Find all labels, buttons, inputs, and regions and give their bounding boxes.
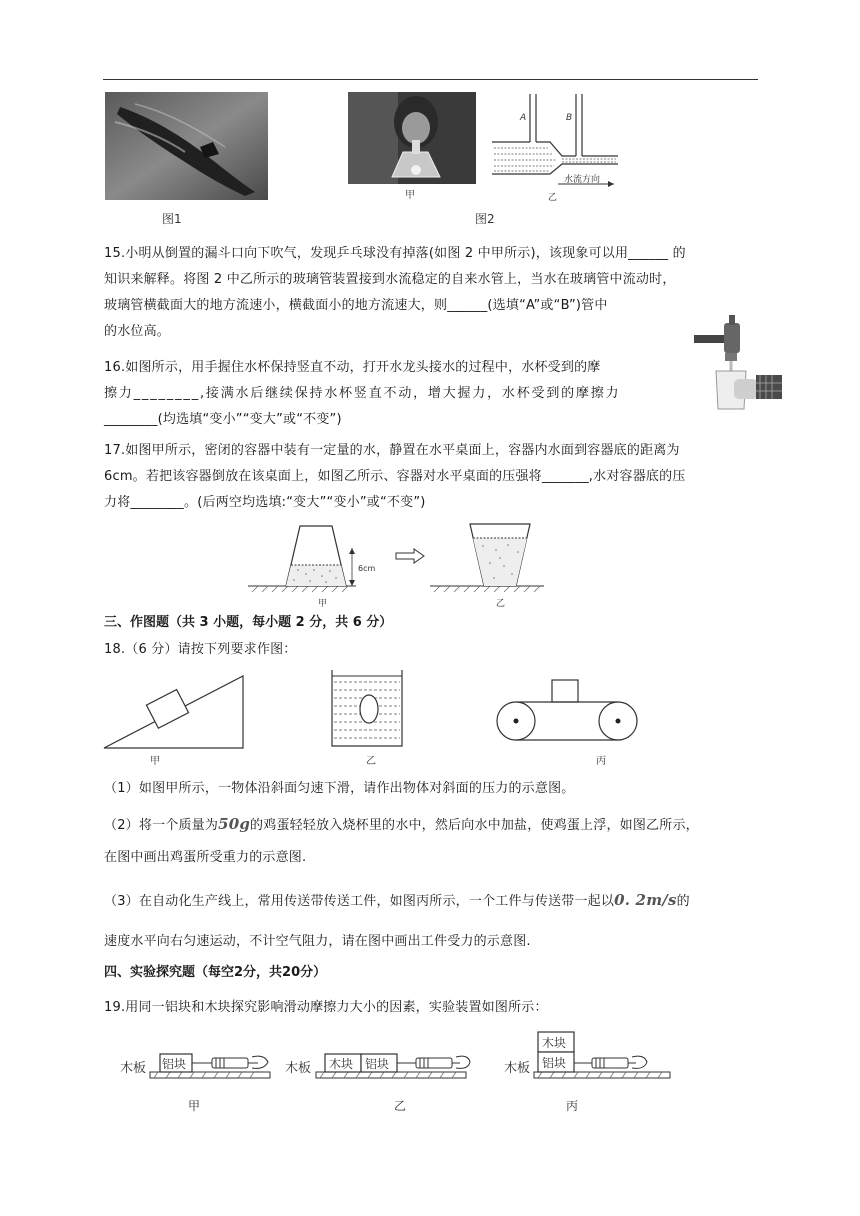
q18-part2-text: 的鸡蛋轻轻放入烧杯里的水中，然后向水中加盐，使鸡蛋上浮，如图乙所示， bbox=[250, 818, 699, 833]
pipe-a-label: A bbox=[520, 113, 527, 123]
container-yi-caption: 乙 bbox=[496, 599, 506, 609]
wood-label-bing: 木块 bbox=[542, 1036, 567, 1050]
q16-line: ________(均选填“变小”“变大”或“不变”) bbox=[104, 412, 342, 427]
q15-line: 15.小明从倒置的漏斗口向下吹气，发现乒乓球没有掉落(如图 2 中甲所示)，该现象可以用______ 的 bbox=[104, 246, 686, 261]
pipe-b-label: B bbox=[566, 113, 573, 123]
q17-line: 力将________。(后两空均选填:“变大”“变小”或“不变”) bbox=[104, 495, 426, 510]
height-label: 6cm bbox=[358, 564, 376, 573]
pipe-diagram bbox=[490, 92, 620, 202]
q18-part3-text: （3）在自动化生产线上，常用传送带传送工件，如图丙所示，一个工件与传送带一起以 bbox=[104, 894, 615, 909]
funnel-photo bbox=[348, 92, 476, 184]
section-4-title: 四、实验探究题（每空2分，共20分） bbox=[104, 965, 327, 980]
board-label-bing: 木板 bbox=[504, 1061, 531, 1076]
question-16 bbox=[104, 355, 759, 433]
q16-line: 16.如图所示，用手握住水杯保持竖直不动，打开水龙头接水的过程中，水杯受到的摩 bbox=[104, 360, 601, 375]
fig1-caption: 图1 bbox=[162, 212, 182, 226]
friction-yi-caption: 乙 bbox=[394, 1099, 407, 1113]
speed-formula: 0. 2m/s bbox=[614, 891, 677, 909]
question-18-part2 bbox=[104, 810, 759, 872]
q18-part1: （1）如图甲所示，一物体沿斜面匀速下滑，请作出物体对斜面的压力的示意图。 bbox=[104, 781, 575, 796]
container-diagram bbox=[248, 518, 548, 610]
fig2-yi-caption: 乙 bbox=[548, 193, 558, 202]
aluminum-label-bing: 铝块 bbox=[542, 1056, 567, 1070]
board-label-jia: 木板 bbox=[120, 1061, 147, 1076]
q15-line: 的水位高。 bbox=[104, 324, 171, 339]
q16-line: 擦力________,接满水后继续保持水杯竖直不动，增大握力，水杯受到的摩擦力 bbox=[104, 386, 621, 401]
q18-part2-line2: 在图中画出鸡蛋所受重力的示意图. bbox=[104, 850, 307, 865]
flow-direction-label: 水流方向 bbox=[564, 175, 601, 185]
q18-intro: 18.（6 分）请按下列要求作图： bbox=[104, 642, 297, 657]
fig2-jia-caption: 甲 bbox=[405, 190, 415, 201]
q18-part2-line1 bbox=[104, 810, 759, 840]
fig2-caption: 图2 bbox=[475, 212, 495, 226]
question-18-intro bbox=[104, 637, 759, 663]
q18-part3-line2: 速度水平向右匀速运动，不计空气阻力，请在图中画出工件受力的示意图. bbox=[104, 934, 531, 949]
question-15 bbox=[104, 241, 759, 345]
header-rule bbox=[103, 79, 758, 80]
q18-part3-line1 bbox=[104, 887, 759, 915]
drawing-figures bbox=[100, 668, 645, 772]
question-18-part3 bbox=[104, 887, 759, 955]
draw-bing-caption: 丙 bbox=[596, 756, 606, 767]
mass-formula: 50g bbox=[218, 815, 251, 833]
q18-part2-text: （2）将一个质量为 bbox=[104, 818, 219, 833]
q15-line: 知识来解释。将图 2 中乙所示的玻璃管装置接到水流稳定的自来水管上，当水在玻璃管中流动时， bbox=[104, 272, 676, 287]
aluminum-label-yi: 铝块 bbox=[365, 1057, 390, 1071]
wood-label-yi: 木块 bbox=[329, 1057, 354, 1071]
section-3-title: 三、作图题（共 3 小题，每小题 2 分，共 6 分） bbox=[104, 615, 393, 630]
q19-line: 19.用同一铝块和木块探究影响滑动摩擦力大小的因素，实验装置如图所示： bbox=[104, 1000, 548, 1015]
q18-part3-text: 的 bbox=[676, 894, 690, 909]
q17-line: 6cm。若把该容器倒放在该桌面上，如图乙所示、容器对水平桌面的压强将_______,水对容器底的压 bbox=[104, 469, 686, 484]
aluminum-label-jia: 铝块 bbox=[162, 1057, 187, 1071]
submarine-photo bbox=[105, 92, 268, 200]
board-label-yi: 木板 bbox=[285, 1061, 312, 1076]
friction-jia-caption: 甲 bbox=[188, 1099, 201, 1113]
friction-experiment bbox=[120, 1024, 680, 1116]
container-jia-caption: 甲 bbox=[318, 599, 328, 609]
question-19 bbox=[104, 995, 759, 1021]
question-18-part1 bbox=[104, 776, 759, 802]
draw-yi-caption: 乙 bbox=[366, 756, 376, 767]
question-17 bbox=[104, 438, 759, 516]
q15-line: 玻璃管横截面大的地方流速小，横截面小的地方流速大，则______(选填“A”或“B”)管中 bbox=[104, 298, 608, 313]
q17-line: 17.如图甲所示，密闭的容器中装有一定量的水，静置在水平桌面上，容器内水面到容器底的距离为 bbox=[104, 443, 680, 458]
draw-jia-caption: 甲 bbox=[150, 756, 160, 767]
friction-bing-caption: 丙 bbox=[566, 1099, 579, 1113]
